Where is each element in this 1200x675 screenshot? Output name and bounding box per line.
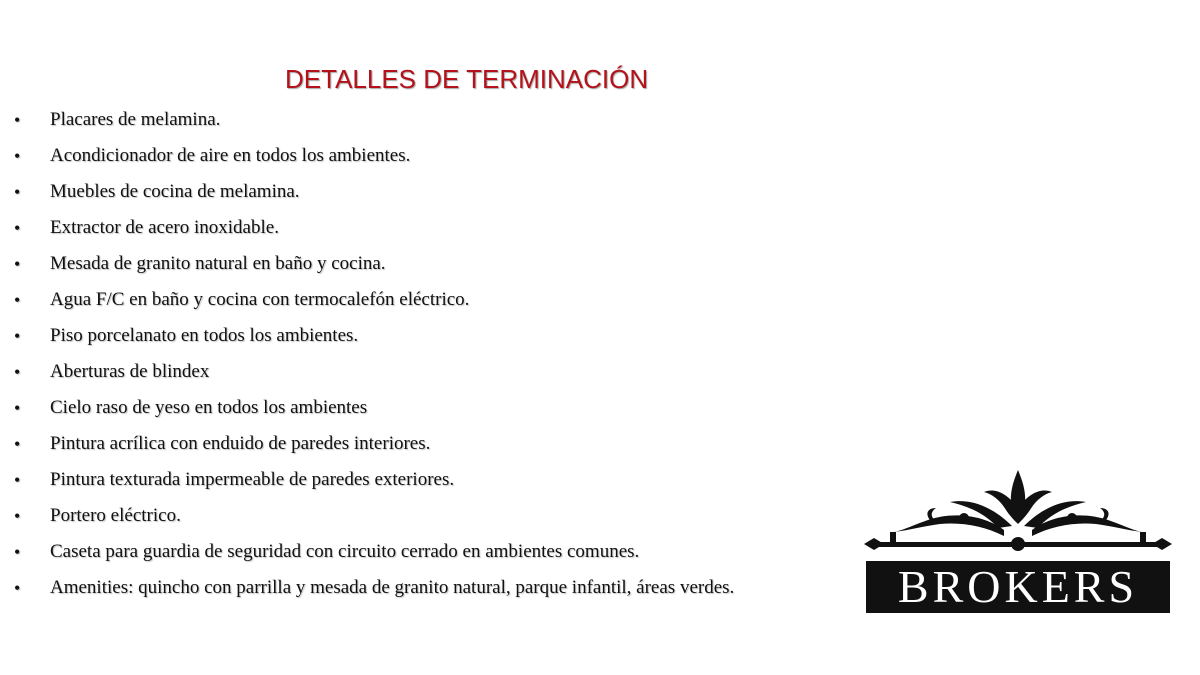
- brokers-logo: [864, 468, 1172, 616]
- bullet-icon: •: [14, 109, 21, 130]
- feature-text: Pintura texturada impermeable de paredes exteriores.: [50, 469, 455, 490]
- bullet-icon: •: [14, 433, 21, 454]
- logo-text: BROKERS: [897, 561, 1139, 612]
- bullet-icon: •: [14, 217, 21, 238]
- bullet-icon: •: [14, 181, 21, 202]
- bullet-icon: •: [14, 577, 21, 598]
- feature-text: Acondicionador de aire en todos los ambientes.: [50, 145, 411, 166]
- feature-text: Aberturas de blindex: [50, 361, 210, 382]
- feature-text: Muebles de cocina de melamina.: [50, 181, 300, 202]
- bullet-icon: •: [14, 505, 21, 526]
- bullet-icon: •: [14, 145, 21, 166]
- fleur-de-lis-ornament-icon: [864, 468, 1172, 556]
- feature-text: Agua F/C en baño y cocina con termocalefón eléctrico.: [50, 289, 470, 310]
- bullet-icon: •: [14, 397, 21, 418]
- feature-text: Pintura acrílica con enduido de paredes interiores.: [50, 433, 431, 454]
- bullet-icon: •: [14, 325, 21, 346]
- feature-text: Placares de melamina.: [50, 109, 221, 130]
- bullet-icon: •: [14, 361, 21, 382]
- feature-text: Cielo raso de yeso en todos los ambientes: [50, 397, 368, 418]
- feature-text: Mesada de granito natural en baño y cocina.: [50, 253, 386, 274]
- feature-text: Amenities: quincho con parrilla y mesada de granito natural, parque infantil, áreas verdes.: [50, 577, 735, 598]
- bullet-icon: •: [14, 253, 21, 274]
- feature-text: Caseta para guardia de seguridad con circuito cerrado en ambientes comunes.: [50, 541, 640, 562]
- feature-text: Piso porcelanato en todos los ambientes.: [50, 325, 359, 346]
- logo-plate: [866, 561, 1170, 613]
- bullet-icon: •: [14, 469, 21, 490]
- slide-title: DETALLES DE TERMINACIÓN: [285, 64, 649, 94]
- bullet-icon: •: [14, 289, 21, 310]
- bullet-icon: •: [14, 541, 21, 562]
- feature-text: Extractor de acero inoxidable.: [50, 217, 279, 238]
- feature-text: Portero eléctrico.: [50, 505, 181, 526]
